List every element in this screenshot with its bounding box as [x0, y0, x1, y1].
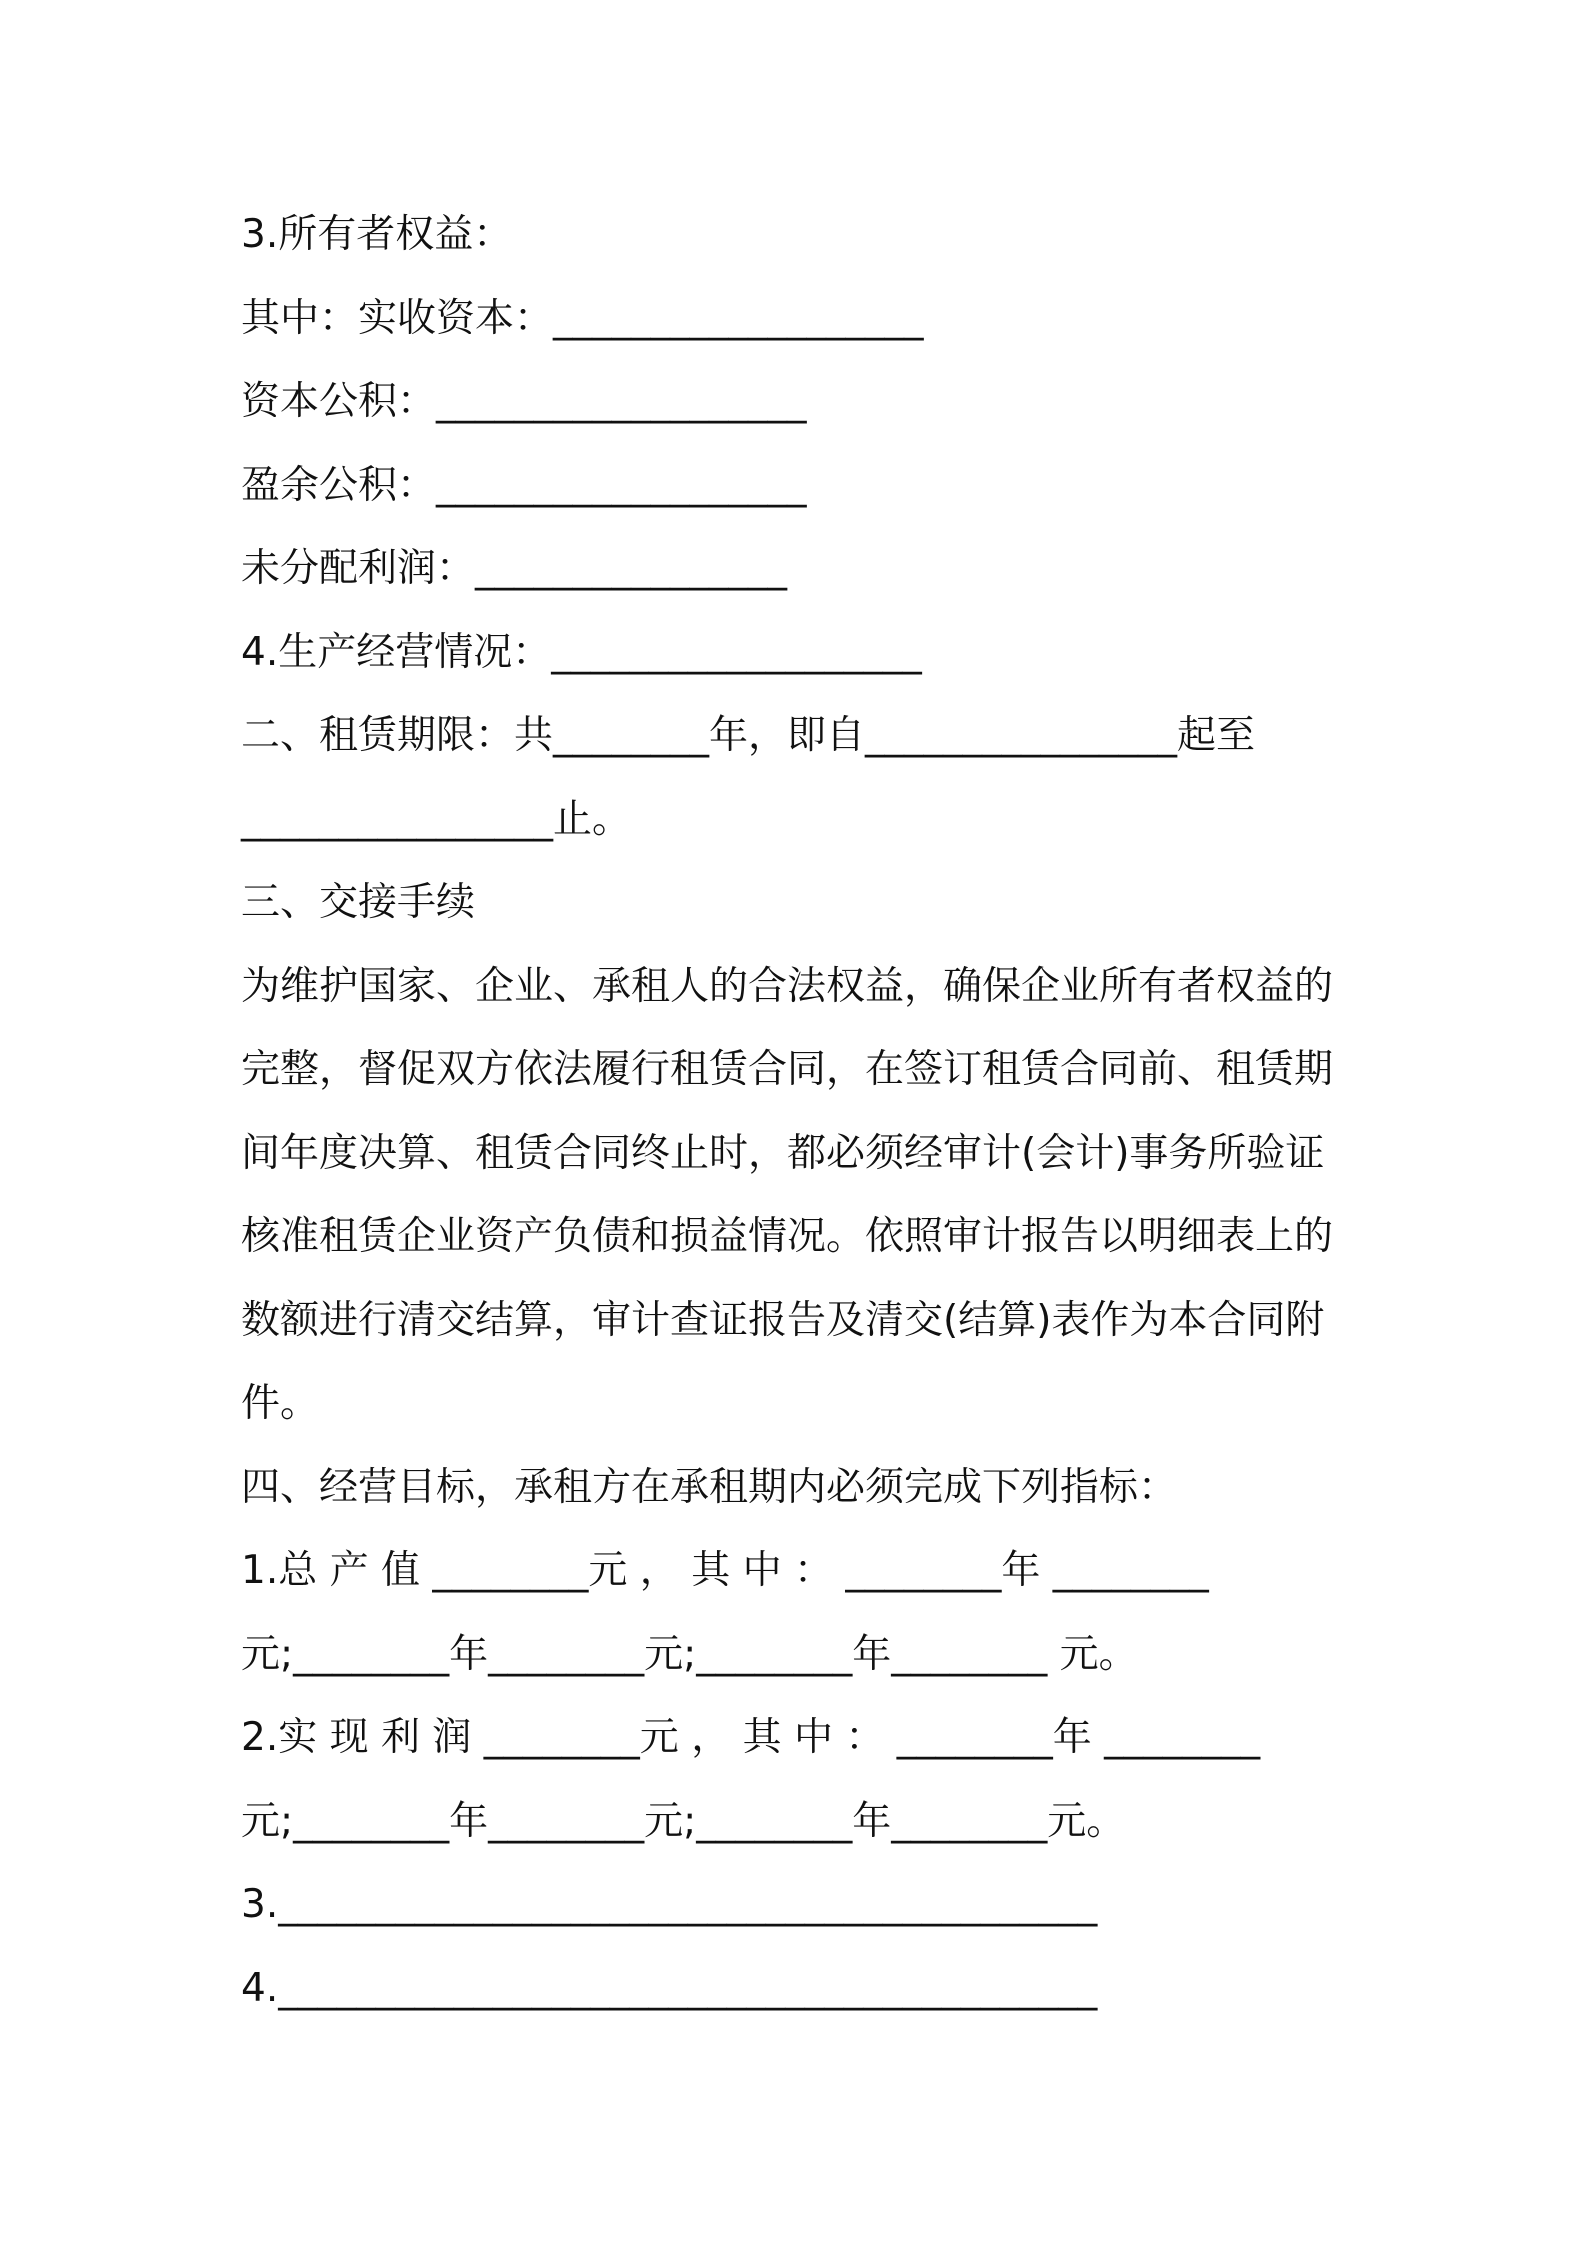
doc-line-1: 3.所有者权益：: [241, 212, 513, 257]
doc-line-11: 完整，督促双方依法履行租赁合同，在签订租赁合同前、租赁期: [241, 1047, 1334, 1092]
doc-line-12: 间年度决算、租赁合同终止时，都必须经审计(会计)事务所验证: [241, 1130, 1325, 1176]
doc-line-22: 4.__________________________________________: [241, 1965, 1098, 2011]
doc-line-3: 资本公积：___________________: [241, 379, 807, 424]
doc-line-15: 件。: [241, 1381, 320, 1426]
doc-line-21: 3.__________________________________________: [241, 1882, 1098, 1927]
doc-line-8: ________________止。: [241, 796, 632, 842]
document-body: [241, 193, 1353, 2030]
doc-line-18: 元;________年________元;________年________ 元。: [241, 1631, 1138, 1677]
doc-line-17: 1.总 产 值 ________元 ， 其 中 ： ________年 ________: [241, 1548, 1209, 1593]
doc-line-16: 四、经营目标，承租方在承租期内必须完成下列指标：: [241, 1464, 1178, 1510]
doc-line-14: 数额进行清交结算，审计查证报告及清交(结算)表作为本合同附: [241, 1297, 1325, 1343]
doc-line-19: 2.实 现 利 润 ________元 ， 其 中 ： ________年 ________: [241, 1715, 1261, 1760]
doc-line-20: 元;________年________元;________年________元。: [241, 1798, 1126, 1844]
doc-line-9: 三、交接手续: [241, 880, 476, 925]
doc-line-4: 盈余公积：___________________: [241, 462, 807, 508]
doc-line-6: 4.生产经营情况：___________________: [241, 629, 922, 675]
doc-line-7: 二、租赁期限：共________年，即自________________起至: [241, 713, 1256, 758]
doc-line-13: 核准租赁企业资产负债和损益情况。依照审计报告以明细表上的: [241, 1214, 1334, 1259]
doc-line-2: 其中：实收资本：___________________: [241, 295, 924, 341]
doc-line-5: 未分配利润：________________: [241, 546, 788, 591]
doc-line-10: 为维护国家、企业、承租人的合法权益，确保企业所有者权益的: [241, 963, 1334, 1009]
